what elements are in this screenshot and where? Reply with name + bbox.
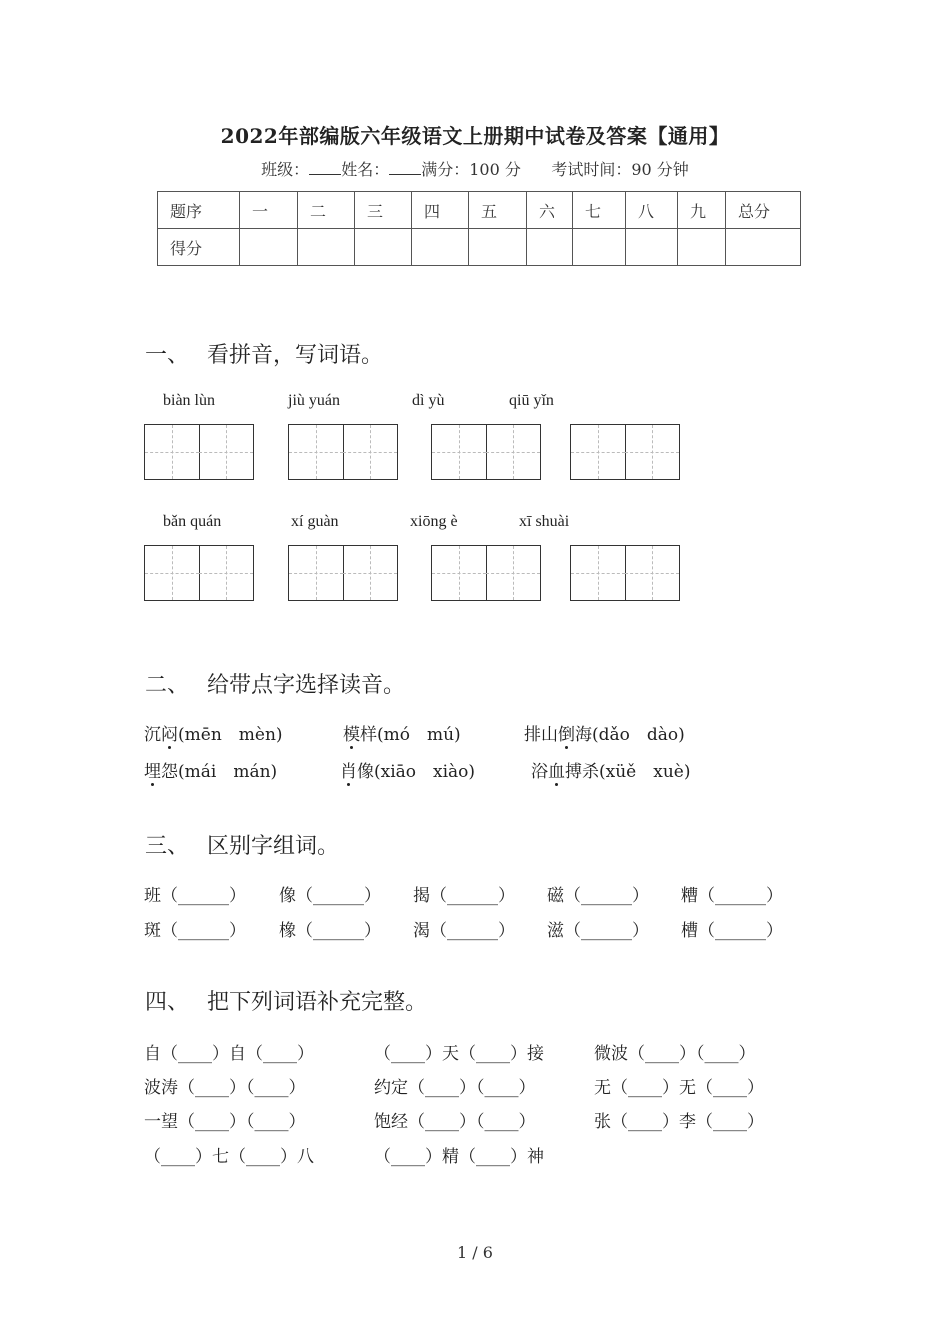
grid-cell[interactable] — [289, 546, 344, 600]
writing-grid[interactable] — [431, 424, 541, 480]
word-item[interactable]: 揭（______） — [413, 886, 515, 906]
section1-heading — [145, 338, 383, 369]
writing-grid[interactable] — [144, 424, 254, 480]
score-header-cell: 总分 — [726, 192, 801, 229]
word-item[interactable]: 糟（______） — [681, 886, 783, 906]
class-blank[interactable] — [309, 160, 341, 175]
section4-heading — [145, 985, 427, 1016]
grid-cell[interactable] — [343, 425, 397, 479]
word-item[interactable]: 槽（______） — [681, 921, 783, 941]
score-cell[interactable] — [726, 229, 801, 266]
item-text: 搏杀 — [565, 762, 599, 782]
grid-cell[interactable] — [571, 546, 626, 600]
page-title: 2022年部编版六年级语文上册期中试卷及答案【通用】 — [220, 124, 730, 148]
reading-item — [144, 757, 277, 782]
score-header-cell: 八 — [626, 192, 678, 229]
section1-title: 看拼音，写词语。 — [207, 343, 384, 368]
grid-cell[interactable] — [289, 425, 344, 479]
reading-item — [144, 720, 283, 745]
section4-number: 四、 — [145, 990, 190, 1015]
writing-grid[interactable] — [570, 545, 680, 601]
pinyin: xī shuài — [519, 513, 570, 530]
pronunciation-options[interactable]: (mái mán) — [178, 762, 278, 782]
idiom-item[interactable]: （____）天（____）接 — [374, 1044, 544, 1064]
score-cell[interactable] — [469, 229, 527, 266]
idiom-item[interactable]: 一望（____）（____） — [144, 1112, 306, 1132]
page-number: 1 / 6 — [457, 1243, 493, 1262]
name-blank[interactable] — [389, 160, 421, 175]
pronunciation-options[interactable]: (xüě xuè) — [599, 762, 691, 782]
dotted-char: 埋 — [144, 757, 161, 782]
item-text: 海 — [575, 725, 592, 745]
item-text: 样 — [360, 725, 377, 745]
score-cell[interactable] — [678, 229, 726, 266]
word-item[interactable]: 滋（______） — [547, 921, 649, 941]
score-cell[interactable] — [355, 229, 412, 266]
grid-cell[interactable] — [432, 425, 487, 479]
word-item[interactable]: 像（______） — [279, 886, 381, 906]
writing-grid[interactable] — [570, 424, 680, 480]
score-cell[interactable] — [298, 229, 355, 266]
score-header-cell: 二 — [298, 192, 355, 229]
section3-title: 区别字组词。 — [207, 834, 340, 859]
reading-item — [343, 720, 461, 745]
idiom-item[interactable]: 约定（____）（____） — [374, 1078, 536, 1098]
score-table-header-row — [158, 192, 801, 229]
score-header-cell: 一 — [240, 192, 298, 229]
pinyin: xiōng è — [410, 513, 458, 530]
item-text: 排山 — [524, 725, 558, 745]
grid-cell[interactable] — [486, 425, 540, 479]
writing-grid[interactable] — [431, 545, 541, 601]
score-header-cell: 四 — [412, 192, 469, 229]
class-label: 班级： — [261, 160, 310, 179]
score-header-cell: 九 — [678, 192, 726, 229]
score-header-cell: 题序 — [158, 192, 240, 229]
word-item[interactable]: 橡（______） — [279, 921, 381, 941]
section2-number: 二、 — [145, 673, 190, 698]
section3-number: 三、 — [145, 834, 190, 859]
grid-cell[interactable] — [343, 546, 397, 600]
idiom-item[interactable]: （____）七（____）八 — [144, 1147, 314, 1167]
score-cell[interactable] — [240, 229, 298, 266]
pinyin: biàn lùn — [163, 392, 215, 409]
writing-grid[interactable] — [288, 424, 398, 480]
score-row-label: 得分 — [158, 229, 240, 266]
grid-cell[interactable] — [432, 546, 487, 600]
dotted-char: 血 — [548, 757, 565, 782]
exam-info — [0, 157, 950, 180]
pronunciation-options[interactable]: (mó mú) — [377, 725, 461, 745]
reading-item — [340, 757, 475, 782]
grid-cell[interactable] — [486, 546, 540, 600]
idiom-item[interactable]: 张（____）李（____） — [594, 1112, 764, 1132]
score-header-cell: 五 — [469, 192, 527, 229]
score-cell[interactable] — [573, 229, 626, 266]
dotted-char: 肖 — [340, 757, 357, 782]
grid-cell[interactable] — [145, 546, 200, 600]
section2-heading — [145, 668, 405, 699]
score-cell[interactable] — [626, 229, 678, 266]
score-cell[interactable] — [412, 229, 469, 266]
reading-item — [531, 757, 690, 782]
word-item[interactable]: 班（______） — [144, 886, 246, 906]
pinyin: xí guàn — [291, 513, 339, 530]
pinyin: bǎn quán — [163, 513, 222, 530]
dotted-char: 闷 — [161, 720, 178, 745]
idiom-item[interactable]: 饱经（____）（____） — [374, 1112, 536, 1132]
score-table-score-row — [158, 229, 801, 266]
idiom-item[interactable]: 微波（____）（____） — [594, 1044, 756, 1064]
pronunciation-options[interactable]: (dǎo dào) — [592, 725, 685, 745]
idiom-item[interactable]: 自（____）自（____） — [144, 1044, 314, 1064]
full-score: 满分：100 分 — [421, 160, 521, 179]
reading-item — [524, 720, 685, 745]
writing-grid[interactable] — [144, 545, 254, 601]
item-text: 像 — [357, 762, 374, 782]
grid-cell[interactable] — [199, 546, 253, 600]
pinyin: jiù yuán — [288, 392, 340, 409]
item-text: 怨 — [161, 762, 178, 782]
section3-heading — [145, 829, 339, 860]
idiom-item[interactable]: 无（____）无（____） — [594, 1078, 764, 1098]
pinyin: qiū yǐn — [509, 392, 554, 409]
grid-cell[interactable] — [571, 425, 626, 479]
idiom-item[interactable]: （____）精（____）神 — [374, 1147, 544, 1167]
section4-title: 把下列词语补充完整。 — [207, 990, 428, 1015]
score-header-cell: 六 — [527, 192, 573, 229]
item-text: 浴 — [531, 762, 548, 782]
word-item[interactable]: 磁（______） — [547, 886, 649, 906]
dotted-char: 倒 — [558, 720, 575, 745]
score-header-cell: 七 — [573, 192, 626, 229]
word-item[interactable]: 渴（______） — [413, 921, 515, 941]
item-text: 沉 — [144, 725, 161, 745]
score-header-cell: 三 — [355, 192, 412, 229]
idiom-item[interactable]: 波涛（____）（____） — [144, 1078, 306, 1098]
pronunciation-options[interactable]: (xiāo xiào) — [374, 762, 476, 782]
pronunciation-options[interactable]: (mēn mèn) — [178, 725, 283, 745]
grid-cell[interactable] — [145, 425, 200, 479]
score-table — [157, 191, 801, 266]
section2-title: 给带点字选择读音。 — [207, 673, 406, 698]
word-item[interactable]: 斑（______） — [144, 921, 246, 941]
section1-number: 一、 — [145, 343, 190, 368]
grid-cell[interactable] — [625, 425, 679, 479]
exam-time: 考试时间：90 分钟 — [551, 160, 689, 179]
grid-cell[interactable] — [625, 546, 679, 600]
writing-grid[interactable] — [288, 545, 398, 601]
dotted-char: 模 — [343, 720, 360, 745]
grid-cell[interactable] — [199, 425, 253, 479]
score-cell[interactable] — [527, 229, 573, 266]
name-label: 姓名： — [341, 160, 390, 179]
pinyin: dì yù — [412, 392, 445, 409]
